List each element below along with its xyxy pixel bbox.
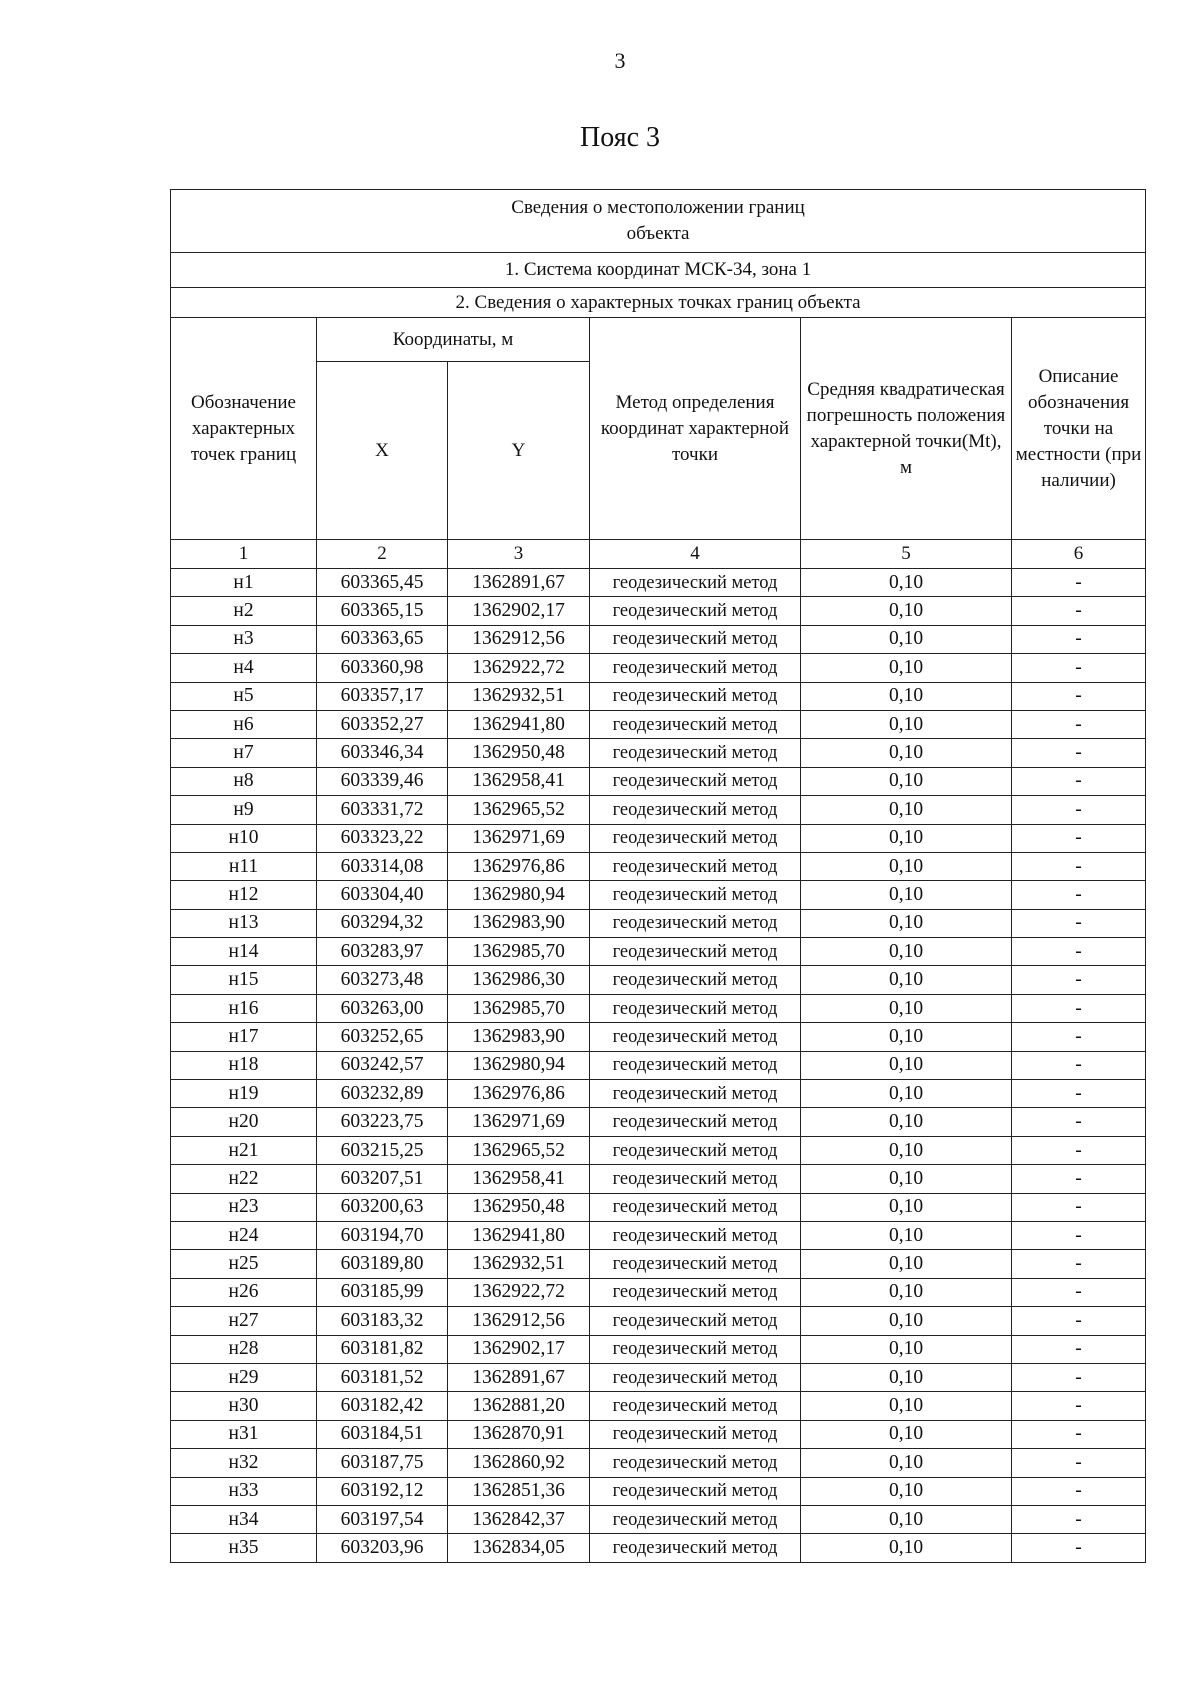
cell-method: геодезический метод — [590, 767, 801, 795]
cell-coord-y: 1362980,94 — [448, 1051, 590, 1079]
cell-point-id: н22 — [171, 1165, 317, 1193]
table-row — [171, 710, 1146, 738]
cell-description: - — [1012, 852, 1146, 880]
cell-coord-y: 1362976,86 — [448, 1080, 590, 1108]
cell-coord-y: 1362922,72 — [448, 1278, 590, 1306]
cell-coord-y: 1362851,36 — [448, 1477, 590, 1505]
cell-description: - — [1012, 938, 1146, 966]
cell-coord-y: 1362985,70 — [448, 994, 590, 1022]
col-x: X — [317, 362, 448, 540]
cell-point-id: н6 — [171, 710, 317, 738]
cell-point-id: н20 — [171, 1108, 317, 1136]
cell-method: геодезический метод — [590, 909, 801, 937]
cell-coord-y: 1362902,17 — [448, 597, 590, 625]
cell-coord-y: 1362912,56 — [448, 1307, 590, 1335]
cell-error-mt: 0,10 — [801, 1250, 1012, 1278]
cell-description: - — [1012, 1278, 1146, 1306]
cell-method: геодезический метод — [590, 966, 801, 994]
cell-description: - — [1012, 966, 1146, 994]
cell-error-mt: 0,10 — [801, 1335, 1012, 1363]
cell-point-id: н8 — [171, 767, 317, 795]
cell-method: геодезический метод — [590, 938, 801, 966]
cell-coord-y: 1362958,41 — [448, 1165, 590, 1193]
cell-error-mt: 0,10 — [801, 569, 1012, 597]
table-row — [171, 994, 1146, 1022]
cell-method: геодезический метод — [590, 1392, 801, 1420]
cell-point-id: н3 — [171, 625, 317, 653]
cell-coord-y: 1362985,70 — [448, 938, 590, 966]
cell-description: - — [1012, 1307, 1146, 1335]
cell-coord-y: 1362834,05 — [448, 1534, 590, 1562]
table-row — [171, 1477, 1146, 1505]
cell-point-id: н1 — [171, 569, 317, 597]
cell-coord-x: 603346,34 — [317, 739, 448, 767]
cell-error-mt: 0,10 — [801, 994, 1012, 1022]
cell-description: - — [1012, 1392, 1146, 1420]
table-row — [171, 1193, 1146, 1221]
table-row — [171, 1250, 1146, 1278]
table-row — [171, 1108, 1146, 1136]
cell-coord-x: 603182,42 — [317, 1392, 448, 1420]
cell-error-mt: 0,10 — [801, 1023, 1012, 1051]
table-row — [171, 597, 1146, 625]
cell-error-mt: 0,10 — [801, 966, 1012, 994]
cell-point-id: н13 — [171, 909, 317, 937]
cell-method: геодезический метод — [590, 852, 801, 880]
col-error: Средняя квадратическая погрешность положения характерной точки(Mt), м — [801, 318, 1012, 540]
cell-error-mt: 0,10 — [801, 909, 1012, 937]
cell-method: геодезический метод — [590, 710, 801, 738]
cell-description: - — [1012, 710, 1146, 738]
cell-description: - — [1012, 597, 1146, 625]
cell-description: - — [1012, 1165, 1146, 1193]
cell-method: геодезический метод — [590, 1250, 801, 1278]
header-main — [171, 190, 1146, 253]
cell-description: - — [1012, 1477, 1146, 1505]
cell-coord-x: 603203,96 — [317, 1534, 448, 1562]
cell-coord-y: 1362958,41 — [448, 767, 590, 795]
cell-point-id: н23 — [171, 1193, 317, 1221]
table-row — [171, 909, 1146, 937]
cell-coord-y: 1362950,48 — [448, 1193, 590, 1221]
table-row — [171, 625, 1146, 653]
cell-description: - — [1012, 796, 1146, 824]
boundary-points-table — [170, 189, 1146, 1563]
cell-error-mt: 0,10 — [801, 625, 1012, 653]
table-row — [171, 1136, 1146, 1164]
cell-method: геодезический метод — [590, 1363, 801, 1391]
cell-method: геодезический метод — [590, 1534, 801, 1562]
table-row — [171, 739, 1146, 767]
cell-method: геодезический метод — [590, 597, 801, 625]
cell-point-id: н21 — [171, 1136, 317, 1164]
cell-point-id: н15 — [171, 966, 317, 994]
table-row — [171, 1363, 1146, 1391]
cell-error-mt: 0,10 — [801, 767, 1012, 795]
cell-coord-y: 1362870,91 — [448, 1420, 590, 1448]
cell-method: геодезический метод — [590, 1449, 801, 1477]
cell-coord-x: 603185,99 — [317, 1278, 448, 1306]
cell-point-id: н9 — [171, 796, 317, 824]
table-row — [171, 569, 1146, 597]
col-number: 4 — [590, 540, 801, 569]
table-row — [171, 1335, 1146, 1363]
cell-coord-x: 603223,75 — [317, 1108, 448, 1136]
header-main-text: Сведения о местоположении границ объекта — [511, 197, 805, 244]
cell-coord-y: 1362980,94 — [448, 881, 590, 909]
cell-description: - — [1012, 994, 1146, 1022]
table-row — [171, 1505, 1146, 1533]
cell-coord-y: 1362983,90 — [448, 1023, 590, 1051]
cell-description: - — [1012, 739, 1146, 767]
cell-coord-x: 603331,72 — [317, 796, 448, 824]
col-number: 3 — [448, 540, 590, 569]
cell-method: геодезический метод — [590, 682, 801, 710]
cell-method: геодезический метод — [590, 1278, 801, 1306]
cell-error-mt: 0,10 — [801, 1420, 1012, 1448]
cell-description: - — [1012, 824, 1146, 852]
cell-coord-x: 603294,32 — [317, 909, 448, 937]
cell-description: - — [1012, 1449, 1146, 1477]
cell-point-id: н18 — [171, 1051, 317, 1079]
cell-description: - — [1012, 1080, 1146, 1108]
cell-error-mt: 0,10 — [801, 824, 1012, 852]
cell-coord-y: 1362941,80 — [448, 1221, 590, 1249]
table-row — [171, 767, 1146, 795]
cell-description: - — [1012, 1505, 1146, 1533]
cell-error-mt: 0,10 — [801, 1051, 1012, 1079]
cell-description: - — [1012, 1136, 1146, 1164]
cell-coord-y: 1362902,17 — [448, 1335, 590, 1363]
cell-coord-x: 603181,52 — [317, 1363, 448, 1391]
cell-error-mt: 0,10 — [801, 597, 1012, 625]
cell-description: - — [1012, 1250, 1146, 1278]
cell-error-mt: 0,10 — [801, 710, 1012, 738]
table-row — [171, 881, 1146, 909]
cell-point-id: н31 — [171, 1420, 317, 1448]
table-row — [171, 682, 1146, 710]
cell-method: геодезический метод — [590, 625, 801, 653]
header-system: 1. Система координат МСК-34, зона 1 — [171, 253, 1146, 288]
cell-coord-x: 603314,08 — [317, 852, 448, 880]
cell-method: геодезический метод — [590, 1307, 801, 1335]
cell-description: - — [1012, 1420, 1146, 1448]
cell-error-mt: 0,10 — [801, 682, 1012, 710]
cell-error-mt: 0,10 — [801, 881, 1012, 909]
cell-description: - — [1012, 1534, 1146, 1562]
cell-error-mt: 0,10 — [801, 1108, 1012, 1136]
cell-method: геодезический метод — [590, 739, 801, 767]
cell-coord-y: 1362986,30 — [448, 966, 590, 994]
page-title: Пояс 3 — [580, 122, 660, 153]
table-row — [171, 1307, 1146, 1335]
cell-method: геодезический метод — [590, 1108, 801, 1136]
cell-point-id: н17 — [171, 1023, 317, 1051]
cell-coord-x: 603365,45 — [317, 569, 448, 597]
cell-point-id: н30 — [171, 1392, 317, 1420]
table-row — [171, 1023, 1146, 1051]
cell-coord-x: 603232,89 — [317, 1080, 448, 1108]
col-number: 2 — [317, 540, 448, 569]
table-row — [171, 1392, 1146, 1420]
cell-error-mt: 0,10 — [801, 796, 1012, 824]
cell-error-mt: 0,10 — [801, 1165, 1012, 1193]
cell-method: геодезический метод — [590, 569, 801, 597]
cell-method: геодезический метод — [590, 1193, 801, 1221]
col-description: Описание обозначения точки на местности (при наличии) — [1012, 318, 1146, 540]
col-coords: Координаты, м — [317, 318, 590, 362]
cell-coord-y: 1362922,72 — [448, 654, 590, 682]
cell-point-id: н4 — [171, 654, 317, 682]
table-row — [171, 1221, 1146, 1249]
header-points: 2. Сведения о характерных точках границ объекта — [171, 288, 1146, 318]
cell-error-mt: 0,10 — [801, 1136, 1012, 1164]
cell-description: - — [1012, 682, 1146, 710]
cell-coord-x: 603189,80 — [317, 1250, 448, 1278]
cell-point-id: н32 — [171, 1449, 317, 1477]
cell-coord-x: 603304,40 — [317, 881, 448, 909]
cell-description: - — [1012, 1108, 1146, 1136]
cell-coord-y: 1362983,90 — [448, 909, 590, 937]
cell-coord-x: 603360,98 — [317, 654, 448, 682]
cell-coord-x: 603365,15 — [317, 597, 448, 625]
cell-coord-x: 603357,17 — [317, 682, 448, 710]
cell-description: - — [1012, 1363, 1146, 1391]
col-number: 5 — [801, 540, 1012, 569]
table-row — [171, 966, 1146, 994]
cell-method: геодезический метод — [590, 1051, 801, 1079]
table-row — [171, 852, 1146, 880]
cell-coord-y: 1362965,52 — [448, 1136, 590, 1164]
cell-point-id: н25 — [171, 1250, 317, 1278]
cell-coord-x: 603363,65 — [317, 625, 448, 653]
cell-coord-x: 603194,70 — [317, 1221, 448, 1249]
cell-error-mt: 0,10 — [801, 938, 1012, 966]
cell-description: - — [1012, 625, 1146, 653]
table-row — [171, 796, 1146, 824]
cell-coord-y: 1362881,20 — [448, 1392, 590, 1420]
table-row — [171, 824, 1146, 852]
table-row — [171, 1080, 1146, 1108]
col-method: Метод определения координат характерной точки — [590, 318, 801, 540]
col-y: Y — [448, 362, 590, 540]
cell-coord-y: 1362941,80 — [448, 710, 590, 738]
cell-coord-x: 603263,00 — [317, 994, 448, 1022]
cell-coord-y: 1362912,56 — [448, 625, 590, 653]
cell-point-id: н12 — [171, 881, 317, 909]
cell-point-id: н2 — [171, 597, 317, 625]
cell-coord-x: 603352,27 — [317, 710, 448, 738]
cell-method: геодезический метод — [590, 1221, 801, 1249]
cell-method: геодезический метод — [590, 1023, 801, 1051]
cell-coord-x: 603242,57 — [317, 1051, 448, 1079]
cell-description: - — [1012, 881, 1146, 909]
table-row — [171, 654, 1146, 682]
cell-coord-x: 603215,25 — [317, 1136, 448, 1164]
cell-coord-x: 603273,48 — [317, 966, 448, 994]
cell-coord-x: 603283,97 — [317, 938, 448, 966]
cell-error-mt: 0,10 — [801, 1221, 1012, 1249]
table-row — [171, 1278, 1146, 1306]
cell-coord-x: 603187,75 — [317, 1449, 448, 1477]
cell-coord-y: 1362932,51 — [448, 682, 590, 710]
cell-coord-x: 603183,32 — [317, 1307, 448, 1335]
cell-error-mt: 0,10 — [801, 1363, 1012, 1391]
cell-point-id: н14 — [171, 938, 317, 966]
cell-coord-x: 603252,65 — [317, 1023, 448, 1051]
table-row — [171, 1420, 1146, 1448]
cell-method: геодезический метод — [590, 881, 801, 909]
cell-error-mt: 0,10 — [801, 739, 1012, 767]
cell-point-id: н24 — [171, 1221, 317, 1249]
col-designation: Обозначение характерных точек границ — [171, 318, 317, 540]
table-row — [171, 1449, 1146, 1477]
cell-point-id: н33 — [171, 1477, 317, 1505]
cell-error-mt: 0,10 — [801, 1080, 1012, 1108]
cell-method: геодезический метод — [590, 1477, 801, 1505]
cell-method: геодезический метод — [590, 1335, 801, 1363]
cell-point-id: н35 — [171, 1534, 317, 1562]
cell-error-mt: 0,10 — [801, 1477, 1012, 1505]
cell-point-id: н10 — [171, 824, 317, 852]
cell-coord-y: 1362971,69 — [448, 1108, 590, 1136]
cell-error-mt: 0,10 — [801, 1534, 1012, 1562]
cell-coord-y: 1362891,67 — [448, 1363, 590, 1391]
col-number: 1 — [171, 540, 317, 569]
cell-description: - — [1012, 1221, 1146, 1249]
cell-coord-x: 603181,82 — [317, 1335, 448, 1363]
cell-point-id: н19 — [171, 1080, 317, 1108]
cell-coord-y: 1362932,51 — [448, 1250, 590, 1278]
cell-error-mt: 0,10 — [801, 1307, 1012, 1335]
cell-error-mt: 0,10 — [801, 1278, 1012, 1306]
cell-description: - — [1012, 654, 1146, 682]
column-numbers-row — [171, 540, 1146, 569]
cell-coord-y: 1362891,67 — [448, 569, 590, 597]
cell-point-id: н11 — [171, 852, 317, 880]
table-row — [171, 1051, 1146, 1079]
cell-error-mt: 0,10 — [801, 654, 1012, 682]
cell-description: - — [1012, 1023, 1146, 1051]
cell-point-id: н5 — [171, 682, 317, 710]
cell-error-mt: 0,10 — [801, 1193, 1012, 1221]
cell-coord-x: 603197,54 — [317, 1505, 448, 1533]
cell-method: геодезический метод — [590, 994, 801, 1022]
cell-method: геодезический метод — [590, 1505, 801, 1533]
cell-coord-x: 603192,12 — [317, 1477, 448, 1505]
cell-method: геодезический метод — [590, 1080, 801, 1108]
cell-coord-x: 603207,51 — [317, 1165, 448, 1193]
cell-error-mt: 0,10 — [801, 1505, 1012, 1533]
table-row — [171, 1165, 1146, 1193]
cell-coord-y: 1362950,48 — [448, 739, 590, 767]
cell-point-id: н26 — [171, 1278, 317, 1306]
cell-coord-y: 1362842,37 — [448, 1505, 590, 1533]
page-number: 3 — [614, 48, 626, 73]
cell-description: - — [1012, 1051, 1146, 1079]
cell-description: - — [1012, 569, 1146, 597]
cell-method: геодезический метод — [590, 1165, 801, 1193]
cell-description: - — [1012, 909, 1146, 937]
cell-error-mt: 0,10 — [801, 1449, 1012, 1477]
cell-method: геодезический метод — [590, 824, 801, 852]
cell-point-id: н34 — [171, 1505, 317, 1533]
cell-coord-x: 603339,46 — [317, 767, 448, 795]
cell-coord-x: 603200,63 — [317, 1193, 448, 1221]
table-row — [171, 1534, 1146, 1562]
col-number: 6 — [1012, 540, 1146, 569]
cell-description: - — [1012, 1193, 1146, 1221]
cell-coord-x: 603323,22 — [317, 824, 448, 852]
cell-coord-y: 1362860,92 — [448, 1449, 590, 1477]
cell-point-id: н7 — [171, 739, 317, 767]
cell-method: геодезический метод — [590, 1420, 801, 1448]
cell-coord-y: 1362965,52 — [448, 796, 590, 824]
cell-method: геодезический метод — [590, 1136, 801, 1164]
cell-point-id: н29 — [171, 1363, 317, 1391]
cell-coord-y: 1362971,69 — [448, 824, 590, 852]
cell-coord-x: 603184,51 — [317, 1420, 448, 1448]
cell-error-mt: 0,10 — [801, 1392, 1012, 1420]
cell-error-mt: 0,10 — [801, 852, 1012, 880]
cell-description: - — [1012, 767, 1146, 795]
cell-point-id: н16 — [171, 994, 317, 1022]
table-row — [171, 938, 1146, 966]
cell-method: геодезический метод — [590, 796, 801, 824]
cell-coord-y: 1362976,86 — [448, 852, 590, 880]
cell-point-id: н28 — [171, 1335, 317, 1363]
cell-method: геодезический метод — [590, 654, 801, 682]
table-body — [171, 190, 1146, 1563]
cell-description: - — [1012, 1335, 1146, 1363]
cell-point-id: н27 — [171, 1307, 317, 1335]
